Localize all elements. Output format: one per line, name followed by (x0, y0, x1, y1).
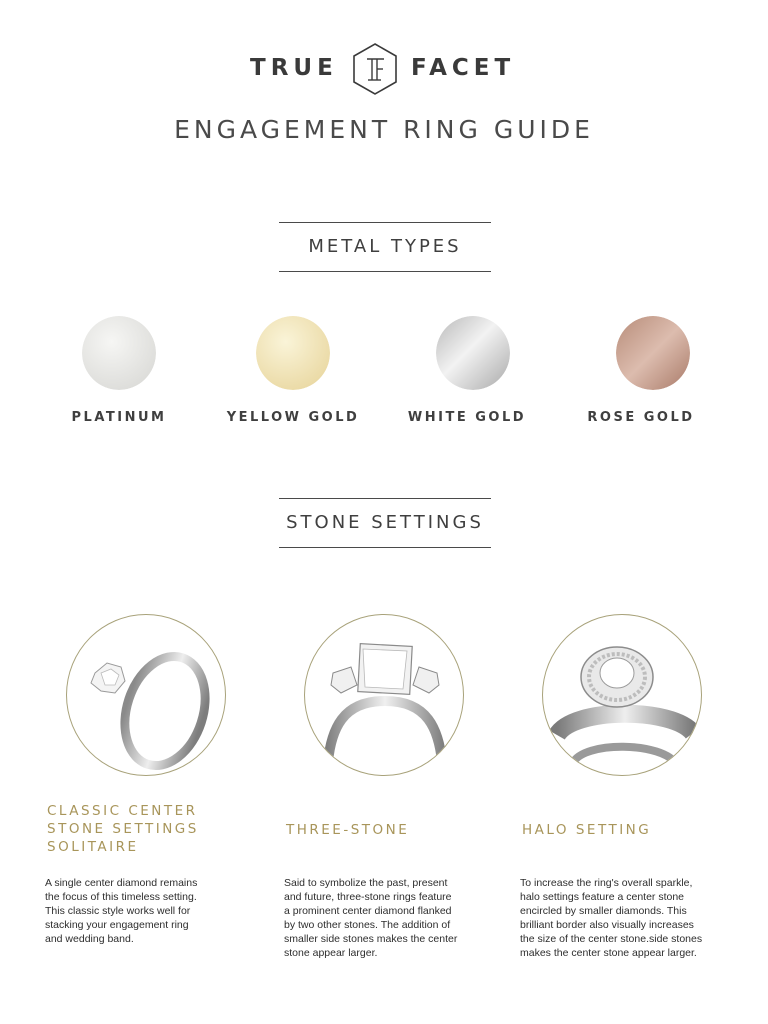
title-line: STONE SETTINGS (47, 821, 199, 837)
title-line: CLASSIC CENTER (47, 803, 198, 819)
title-line: SOLITAIRE (47, 839, 139, 855)
desc-line: smaller side stones makes the center (284, 933, 458, 945)
white-gold-swatch (436, 316, 510, 390)
metal-types-heading (279, 222, 491, 272)
desc-line: A single center diamond remains (45, 877, 198, 889)
metal-label-yellow-gold: YELLOW GOLD (226, 410, 360, 425)
desc-line: the size of the center stone.side stones (520, 933, 703, 945)
section-title: METAL TYPES (308, 236, 462, 257)
metal-label-rose-gold: ROSE GOLD (587, 410, 695, 425)
desc-line: This classic style works well for (45, 905, 191, 917)
metal-label-white-gold: WHITE GOLD (407, 410, 527, 425)
desc-line: halo settings feature a center stone (520, 891, 685, 903)
brand-word-true: TRUE (250, 55, 338, 81)
solitaire-title (47, 802, 199, 856)
desc-line: encircled by smaller diamonds. This (520, 905, 687, 917)
platinum-swatch (82, 316, 156, 390)
desc-line: and wedding band. (45, 933, 134, 945)
halo-ring-image (542, 614, 702, 776)
desc-line: To increase the ring's overall sparkle, (520, 877, 693, 889)
halo-description (520, 876, 730, 960)
true-facet-logo-icon (351, 42, 399, 96)
three-stone-title (286, 821, 409, 839)
title-line: THREE-STONE (286, 822, 410, 838)
three-stone-description (284, 876, 479, 960)
desc-line: a prominent center diamond flanked (284, 905, 452, 917)
desc-line: Said to symbolize the past, present (284, 877, 448, 889)
desc-line: brilliant border also visually increases (520, 919, 694, 931)
brand-word-facet: FACET (411, 55, 516, 81)
stone-settings-heading (279, 498, 491, 548)
title-line: HALO SETTING (522, 822, 652, 838)
page-title: ENGAGEMENT RING GUIDE (174, 115, 594, 144)
yellow-gold-swatch (256, 316, 330, 390)
solitaire-ring-image (66, 614, 226, 776)
metal-label-platinum: PLATINUM (71, 410, 167, 425)
desc-line: by two other stones. The addition of (284, 919, 451, 931)
desc-line: the focus of this timeless setting. (45, 891, 197, 903)
desc-line: stacking your engagement ring (45, 919, 189, 931)
three-stone-ring-image (304, 614, 464, 776)
divider (279, 547, 491, 548)
section-title: STONE SETTINGS (286, 512, 484, 533)
desc-line: stone appear larger. (284, 947, 378, 959)
brand-header (0, 40, 768, 100)
rose-gold-swatch (616, 316, 690, 390)
halo-setting-title (522, 821, 651, 839)
solitaire-description (45, 876, 240, 946)
divider (279, 271, 491, 272)
desc-line: makes the center stone appear larger. (520, 947, 697, 959)
desc-line: and future, three-stone rings feature (284, 891, 452, 903)
